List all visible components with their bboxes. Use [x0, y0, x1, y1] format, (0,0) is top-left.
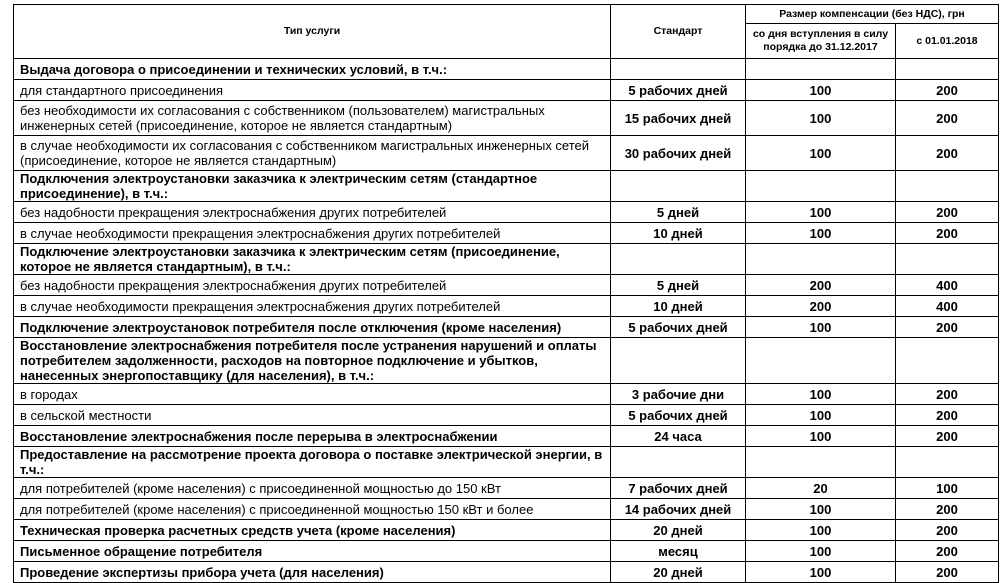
- service-description: для стандартного присоединения: [14, 80, 611, 101]
- service-description: в городах: [14, 384, 611, 405]
- empty-cell: [896, 447, 999, 478]
- empty-cell: [896, 338, 999, 384]
- compensation-until-2017-cell: 200: [746, 296, 896, 317]
- table-row: [14, 338, 999, 384]
- compensation-from-2018-cell: 200: [896, 223, 999, 244]
- compensation-from-2018-cell: 200: [896, 499, 999, 520]
- compensation-until-2017-cell: 100: [746, 317, 896, 338]
- empty-cell: [896, 59, 999, 80]
- service-title: Письменное обращение потребителя: [14, 541, 611, 562]
- compensation-until-2017-cell: 100: [746, 136, 896, 171]
- table-row: [14, 59, 999, 80]
- standard-cell: 24 часа: [611, 426, 746, 447]
- standard-cell: месяц: [611, 541, 746, 562]
- empty-cell: [611, 447, 746, 478]
- table-row: [14, 223, 999, 244]
- service-title: Техническая проверка расчетных средств учета (кроме населения): [14, 520, 611, 541]
- service-title: Подключение электроустановок потребителя после отключения (кроме населения): [14, 317, 611, 338]
- service-description: без необходимости их согласования с собственником (пользователем) магистральных инженерных сетей (присоединение, которое не является стандартным): [14, 101, 611, 136]
- table-row: [14, 101, 999, 136]
- table-row: [14, 405, 999, 426]
- compensation-until-2017-cell: 100: [746, 223, 896, 244]
- table-row: [14, 520, 999, 541]
- compensation-from-2018-cell: 200: [896, 541, 999, 562]
- table-row: [14, 171, 999, 202]
- empty-cell: [611, 244, 746, 275]
- header-standard: Стандарт: [611, 5, 746, 59]
- empty-cell: [746, 59, 896, 80]
- table-row: [14, 447, 999, 478]
- service-title: Восстановление электроснабжения после перерыва в электроснабжении: [14, 426, 611, 447]
- service-description: для потребителей (кроме населения) с присоединенной мощностью до 150 кВт: [14, 478, 611, 499]
- header-from-2018: с 01.01.2018: [896, 24, 999, 59]
- compensation-until-2017-cell: 20: [746, 478, 896, 499]
- empty-cell: [746, 447, 896, 478]
- table-row: [14, 202, 999, 223]
- service-description: в случае необходимости прекращения электроснабжения других потребителей: [14, 223, 611, 244]
- standard-cell: 20 дней: [611, 520, 746, 541]
- compensation-from-2018-cell: 200: [896, 202, 999, 223]
- compensation-until-2017-cell: 100: [746, 541, 896, 562]
- empty-cell: [746, 244, 896, 275]
- compensation-table: [13, 4, 999, 583]
- section-heading: Восстановление электроснабжения потребителя после устранения нарушений и оплаты потребителем задолженности, расходов на повторное подключение и убытков, нанесенных энергопоставщику (для населения), в т.ч.:: [14, 338, 611, 384]
- table-row: [14, 244, 999, 275]
- compensation-from-2018-cell: 200: [896, 80, 999, 101]
- compensation-from-2018-cell: 200: [896, 562, 999, 583]
- service-description: в сельской местности: [14, 405, 611, 426]
- table-row: [14, 275, 999, 296]
- service-description: без надобности прекращения электроснабжения других потребителей: [14, 275, 611, 296]
- compensation-from-2018-cell: 100: [896, 478, 999, 499]
- table-row: [14, 541, 999, 562]
- standard-cell: 20 дней: [611, 562, 746, 583]
- service-description: для потребителей (кроме населения) с присоединенной мощностью 150 кВт и более: [14, 499, 611, 520]
- empty-cell: [611, 59, 746, 80]
- service-description: в случае необходимости прекращения электроснабжения других потребителей: [14, 296, 611, 317]
- table-row: [14, 317, 999, 338]
- empty-cell: [896, 171, 999, 202]
- compensation-from-2018-cell: 200: [896, 520, 999, 541]
- standard-cell: 30 рабочих дней: [611, 136, 746, 171]
- compensation-from-2018-cell: 200: [896, 101, 999, 136]
- compensation-until-2017-cell: 100: [746, 202, 896, 223]
- compensation-until-2017-cell: 100: [746, 499, 896, 520]
- table-row: [14, 296, 999, 317]
- standard-cell: 5 рабочих дней: [611, 405, 746, 426]
- standard-cell: 10 дней: [611, 223, 746, 244]
- compensation-until-2017-cell: 100: [746, 101, 896, 136]
- standard-cell: 3 рабочие дни: [611, 384, 746, 405]
- table-body: [14, 59, 999, 583]
- header-service-type: Тип услуги: [14, 5, 611, 59]
- table-row: [14, 426, 999, 447]
- service-description: без надобности прекращения электроснабжения других потребителей: [14, 202, 611, 223]
- empty-cell: [611, 171, 746, 202]
- compensation-until-2017-cell: 200: [746, 275, 896, 296]
- empty-cell: [611, 338, 746, 384]
- service-description: в случае необходимости их согласования с собственником магистральных инженерных сетей (присоединение, которое не является стандартным): [14, 136, 611, 171]
- standard-cell: 5 рабочих дней: [611, 317, 746, 338]
- compensation-until-2017-cell: 100: [746, 562, 896, 583]
- standard-cell: 10 дней: [611, 296, 746, 317]
- section-heading: Предоставление на рассмотрение проекта договора о поставке электрической энергии, в т.ч.:: [14, 447, 611, 478]
- compensation-until-2017-cell: 100: [746, 80, 896, 101]
- compensation-from-2018-cell: 400: [896, 275, 999, 296]
- compensation-from-2018-cell: 200: [896, 426, 999, 447]
- table-row: [14, 136, 999, 171]
- empty-cell: [746, 338, 896, 384]
- standard-cell: 5 дней: [611, 275, 746, 296]
- table-row: [14, 384, 999, 405]
- standard-cell: 14 рабочих дней: [611, 499, 746, 520]
- compensation-until-2017-cell: 100: [746, 384, 896, 405]
- standard-cell: 5 рабочих дней: [611, 80, 746, 101]
- standard-cell: 5 дней: [611, 202, 746, 223]
- header-compensation: Размер компенсации (без НДС), грн: [746, 5, 999, 24]
- empty-cell: [746, 171, 896, 202]
- service-title: Проведение экспертизы прибора учета (для населения): [14, 562, 611, 583]
- table-row: [14, 478, 999, 499]
- section-heading: Подключения электроустановки заказчика к электрическим сетям (стандартное присоединение), в т.ч.:: [14, 171, 611, 202]
- section-heading: Подключение электроустановки заказчика к электрическим сетям (присоединение, которое не является стандартным), в т.ч.:: [14, 244, 611, 275]
- table-row: [14, 499, 999, 520]
- standard-cell: 7 рабочих дней: [611, 478, 746, 499]
- standard-cell: 15 рабочих дней: [611, 101, 746, 136]
- compensation-from-2018-cell: 200: [896, 136, 999, 171]
- compensation-from-2018-cell: 200: [896, 317, 999, 338]
- table-row: [14, 80, 999, 101]
- compensation-until-2017-cell: 100: [746, 405, 896, 426]
- compensation-from-2018-cell: 200: [896, 384, 999, 405]
- compensation-from-2018-cell: 400: [896, 296, 999, 317]
- compensation-from-2018-cell: 200: [896, 405, 999, 426]
- empty-cell: [896, 244, 999, 275]
- table-row: [14, 562, 999, 583]
- compensation-until-2017-cell: 100: [746, 520, 896, 541]
- compensation-until-2017-cell: 100: [746, 426, 896, 447]
- header-until-2017: со дня вступления в силу порядка до 31.12.2017: [746, 24, 896, 59]
- section-heading: Выдача договора о присоединении и технических условий, в т.ч.:: [14, 59, 611, 80]
